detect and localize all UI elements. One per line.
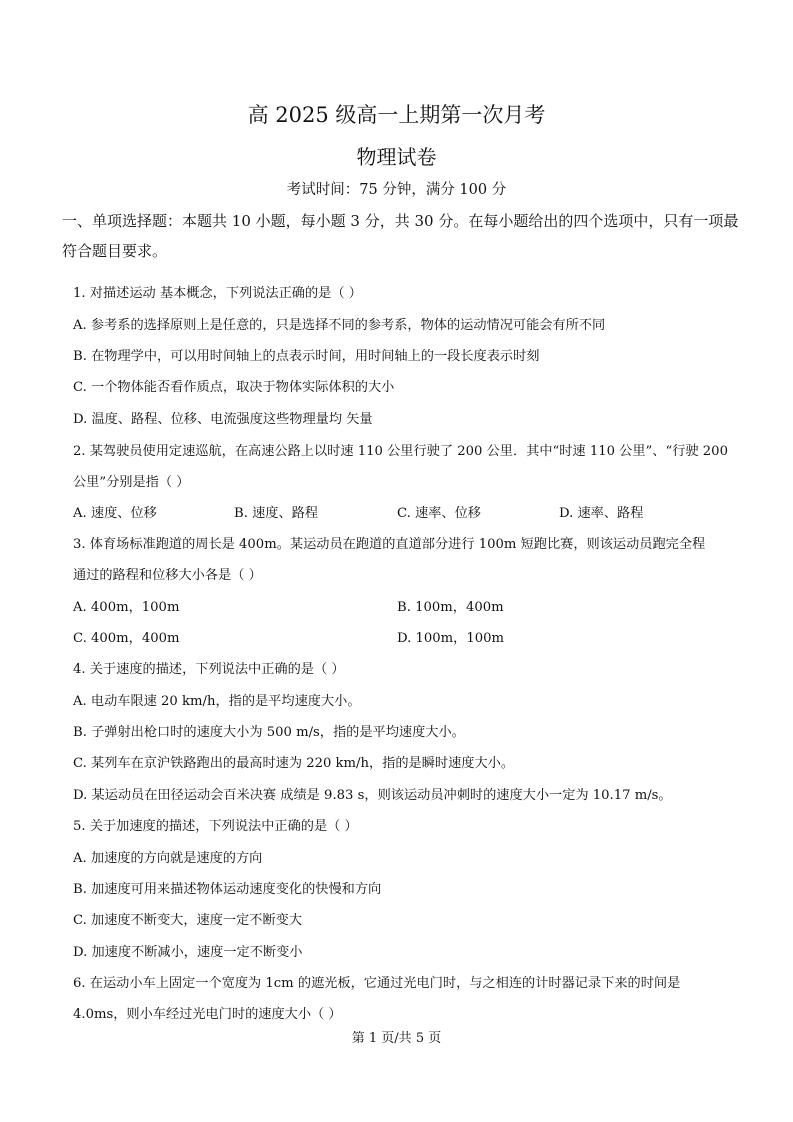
question-3-option-b: B. 100m，400m — [397, 600, 504, 615]
page-number: 第 1 页/共 5 页 — [351, 1031, 442, 1046]
question-5-option-c: C. 加速度不断变大，速度一定不断变大 — [73, 913, 303, 928]
question-3-stem-line1: 3. 体育场标准跑道的周长是 400m。某运动员在跑道的直道部分进行 100m 短跑比赛，则该运动员跑完全程 — [73, 537, 706, 552]
question-6-stem-line2: 4.0ms，则小车经过光电门时的速度大小（ ） — [73, 1007, 342, 1022]
question-5-option-d: D. 加速度不断减小，速度一定不断变小 — [73, 945, 303, 960]
question-2-option-d: D. 速率、路程 — [559, 506, 644, 521]
question-2-stem-line1: 2. 某驾驶员使用定速巡航，在高速公路上以时速 110 公里行驶了 200 公里．其中“时速 110 公里”、“行驶 200 — [73, 444, 728, 459]
question-3-stem-line2: 通过的路程和位移大小各是（ ） — [73, 568, 262, 583]
question-4-option-a: A. 电动车限速 20 km/h，指的是平均速度大小。 — [73, 694, 361, 709]
question-1-option-d: D. 温度、路程、位移、电流强度这些物理量均 矢量 — [73, 412, 373, 427]
exam-subtitle: 物理试卷 — [356, 145, 437, 169]
question-1-option-b: B. 在物理学中，可以用时间轴上的点表示时间，用时间轴上的一段长度表示时刻 — [73, 349, 540, 364]
question-3-option-a: A. 400m，100m — [73, 600, 180, 615]
question-4-option-d: D. 某运动员在田径运动会百米决赛 成绩是 9.83 s，则该运动员冲刺时的速度大小一定为 10.17 m/s。 — [73, 788, 672, 803]
exam-title: 高 2025 级高一上期第一次月考 — [247, 103, 546, 127]
question-3-option-d: D. 100m，100m — [397, 631, 505, 646]
section-heading: 一、单项选择题：本题共 10 小题，每小题 3 分，共 30 分。在每小题给出的四个选项中，只有一项最符合题目要求。 — [62, 212, 739, 260]
question-2-stem-line2: 公里”分别是指（ ） — [73, 475, 190, 490]
question-4-stem: 4. 关于速度的描述，下列说法中正确的是（ ） — [73, 662, 345, 677]
question-6-stem-line1: 6. 在运动小车上固定一个宽度为 1cm 的遮光板，它通过光电门时，与之相连的计时器记录下来的时间是 — [73, 976, 681, 991]
question-2-option-a: A. 速度、位移 — [73, 506, 157, 521]
exam-info: 考试时间：75 分钟，满分 100 分 — [286, 182, 507, 198]
question-1-option-c: C. 一个物体能否看作质点，取决于物体实际体积的大小 — [73, 380, 395, 395]
question-4-option-b: B. 子弹射出枪口时的速度大小为 500 m/s，指的是平均速度大小。 — [73, 725, 465, 740]
question-1-stem: 1. 对描述运动 基本概念，下列说法正确的是（ ） — [73, 286, 362, 301]
question-2-option-b: B. 速度、路程 — [234, 506, 319, 521]
question-2-option-c: C. 速率、位移 — [397, 506, 481, 521]
question-5-option-a: A. 加速度的方向就是速度的方向 — [73, 851, 263, 866]
question-1-option-a: A. 参考系的选择原则上是任意的，只是选择不同的参考系，物体的运动情况可能会有所不同 — [73, 318, 606, 333]
question-5-stem: 5. 关于加速度的描述，下列说法中正确的是（ ） — [73, 819, 358, 834]
question-3-option-c: C. 400m，400m — [73, 631, 180, 646]
question-4-option-c: C. 某列车在京沪铁路跑出的最高时速为 220 km/h，指的是瞬时速度大小。 — [73, 756, 515, 771]
question-5-option-b: B. 加速度可用来描述物体运动速度变化的快慢和方向 — [73, 882, 382, 897]
